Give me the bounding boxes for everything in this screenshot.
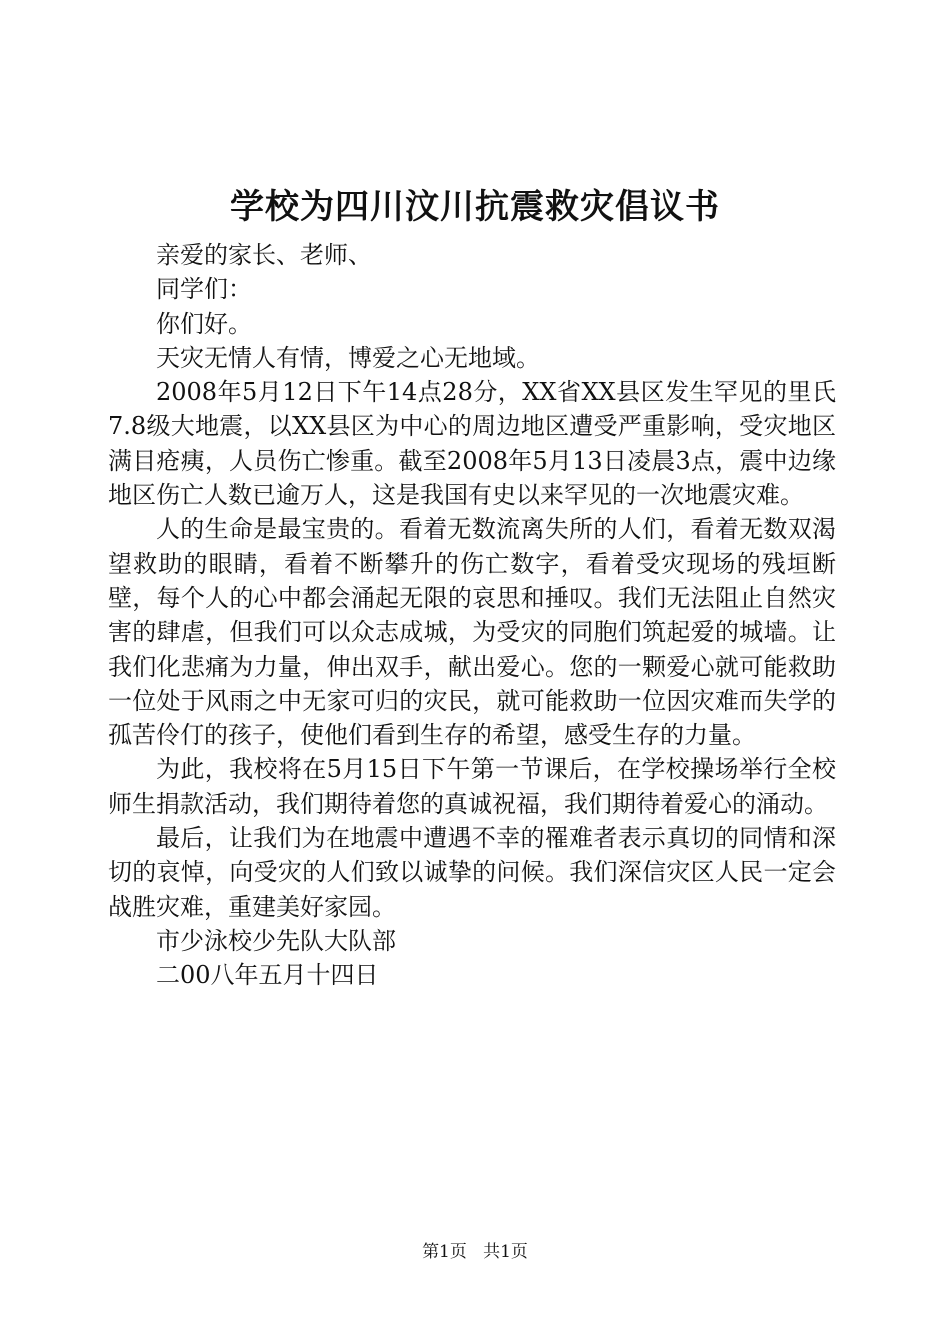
- greeting: 你们好。: [156, 309, 252, 338]
- closing-paragraph: 最后，让我们为在地震中遭遇不幸的罹难者表示真切的同情和深切的哀悼，向受灾的人们致以诚挚的问候。我们深信灾区人民一定会战胜灾难，重建美好家园。: [108, 824, 836, 921]
- salutation-line-2: 同学们：: [156, 275, 252, 304]
- donation-event-paragraph: 为此，我校将在5月15日下午第一节课后，在学校操场举行全校师生捐款活动，我们期待着您的真诚祝福，我们期待着爱心的涌动。: [108, 755, 836, 818]
- document-body: [108, 238, 836, 993]
- signature-organization: 市少泳校少先队大队部: [156, 926, 396, 955]
- appeal-paragraph: 人的生命是最宝贵的。看着无数流离失所的人们，看着无数双渴望救助的眼睛，看着不断攀升的伤亡数字，看着受灾现场的残垣断壁，每个人的心中都会涌起无限的哀思和捶叹。我们无法阻止自然灾害的肆虐，但我们可以众志成城，为受灾的同胞们筑起爱的城墙。让我们化悲痛为力量，伸出双手，献出爱心。您的一颗爱心就可能救助一位处于风雨之中无家可归的灾民，就可能救助一位因灾难而失学的孤苦伶仃的孩子，使他们看到生存的希望，感受生存的力量。: [108, 515, 836, 750]
- salutation-line-1: 亲爱的家长、老师、: [156, 241, 372, 269]
- slogan-paragraph: 天灾无情人有情，博爱之心无地域。: [156, 343, 540, 372]
- total-pages: 共1页: [483, 1242, 528, 1262]
- document-title: 学校为四川汶川抗震救灾倡议书: [230, 187, 720, 227]
- signature-date: 二00八年五月十四日: [156, 961, 379, 990]
- page-footer: [0, 1240, 950, 1264]
- page-number: 第1页: [422, 1242, 467, 1262]
- earthquake-report-paragraph: 2008年5月12日下午14点28分，XX省XX县区发生罕见的里氏7.8级大地震，以XX县区为中心的周边地区遭受严重影响，受灾地区满目疮痍，人员伤亡惨重。截至2008年5月13日凌晨3点，震中边缘地区伤亡人数已逾万人，这是我国有史以来罕见的一次地震灾难。: [108, 378, 836, 510]
